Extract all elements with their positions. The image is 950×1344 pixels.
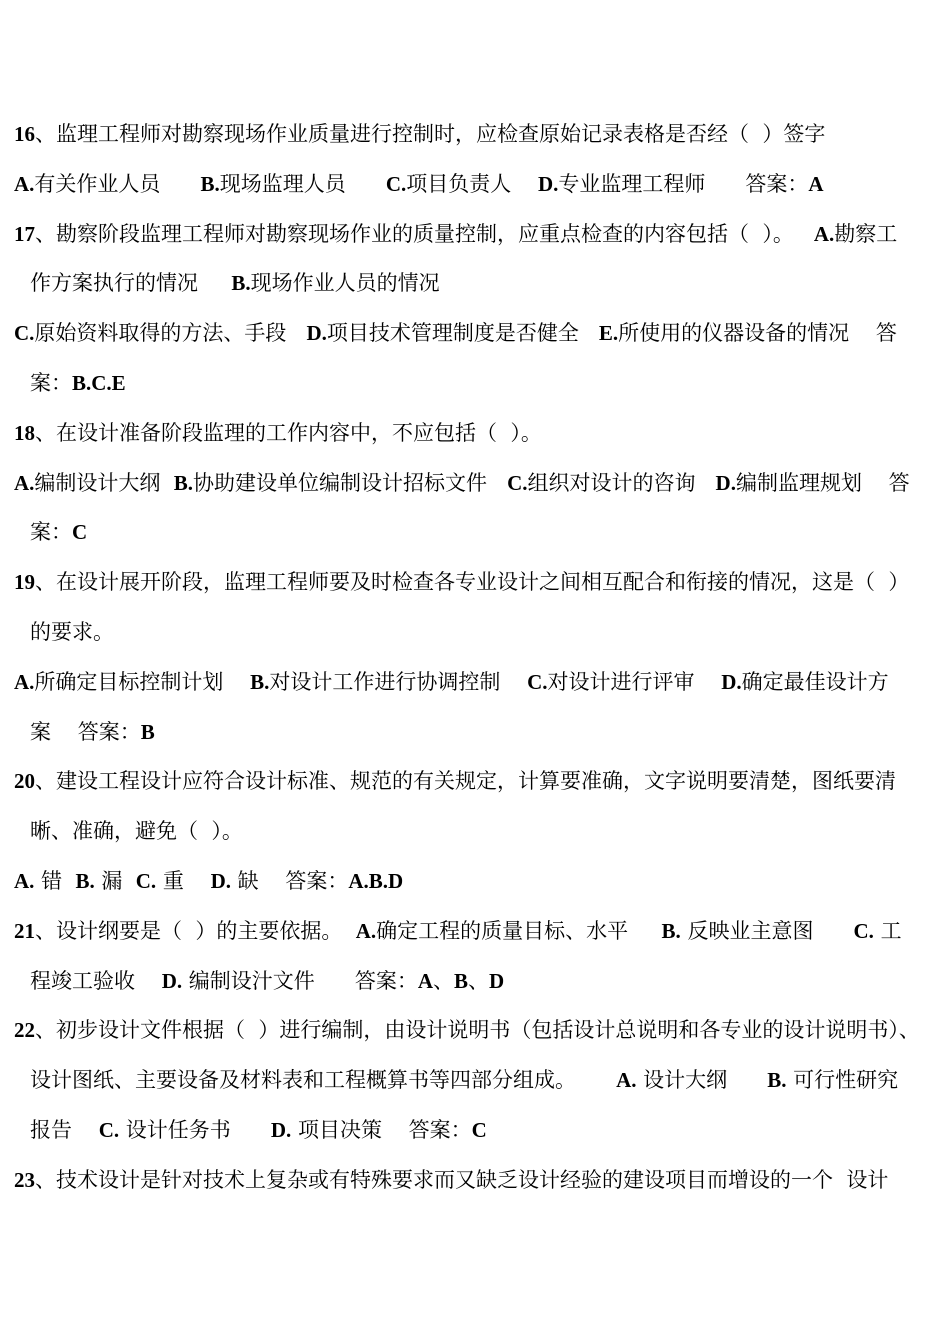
bold-label: B. [250,669,270,694]
bold-label: 20 [14,769,35,794]
bold-label: C. [507,470,528,495]
bold-label: E. [598,321,619,346]
bold-label: A. [14,171,35,196]
bold-label: C [471,1117,487,1142]
text-segment: 、 [468,968,490,993]
text-segment: 的要求。 [30,619,114,644]
bold-label: C. [98,1117,120,1142]
text-line [0,210,950,260]
text-segment: 对设计进行评审 [547,669,722,694]
bold-label: A. [14,669,35,694]
text-segment: 程竣工验收 [30,968,162,993]
text-segment: 案： [30,520,72,545]
text-line [0,907,950,957]
text-segment: 、初步设计文件根据（ ）进行编制，由设计说明书（包括设计总说明和各专业的设计说明书）、 [35,1018,920,1043]
bold-label: C. [135,868,157,893]
text-line [0,309,950,359]
text-line [0,1156,950,1206]
text-segment: 、监理工程师对勘察现场作业质量进行控制时，应检查原始记录表格是否经（ ）签字 [35,122,826,146]
text-segment: 编制设汁文件 答案： [182,968,418,993]
text-segment: 、在设计准备阶段监理的工作内容中，不应包括（ ）。 [35,420,542,445]
text-segment: 对设计工作进行协调控制 [269,669,528,694]
bold-label: B. [767,1068,787,1093]
text-segment: 作方案执行的情况 [30,271,232,296]
text-line [0,957,950,1007]
text-segment: 设计任务书 [119,1117,271,1142]
text-segment: 可行性研究 [786,1068,899,1093]
bold-label: A [808,171,824,196]
bold-label: B [140,719,155,744]
bold-label: A. [813,221,835,246]
text-segment: 确定最佳设计方 [741,669,889,694]
text-line [0,757,950,807]
text-segment: 案 答案： [30,719,141,744]
document-page [0,110,950,1206]
bold-label: C [72,520,88,545]
text-segment: 、技术设计是针对技术上复杂或有特殊要求而又缺乏设计经验的建设项目而增设的一个 设计 [35,1167,889,1192]
bold-label: 23 [14,1167,35,1192]
text-line [0,409,950,459]
bold-label: A.B.D [348,868,404,893]
text-segment: 反映业主意图 [680,918,854,943]
bold-label: 18 [14,420,35,445]
bold-label: 21 [14,918,35,943]
text-segment: 原始资料取得的方法、手段 [34,321,307,346]
bold-label: D. [715,470,736,495]
text-segment: 协助建设单位编制设计招标文件 [193,470,508,495]
text-line [0,1106,950,1156]
text-line [0,558,950,608]
text-segment: 所确定目标控制计划 [34,669,251,694]
text-segment: 项目决策 答案： [291,1117,472,1142]
bold-label: C. [853,918,874,943]
bold-label: 19 [14,570,35,595]
bold-label: B [454,968,469,993]
text-segment: 案： [30,370,72,395]
text-line [0,608,950,658]
bold-label: A. [14,868,35,893]
text-segment: 确定工程的质量目标、水平 [376,918,662,943]
bold-label: D [489,968,505,993]
text-segment: 编制监理规划 答 [735,470,910,495]
bold-label: C. [14,321,35,346]
bold-label: D. [306,321,327,346]
text-segment: 专业监理工程师 答案： [558,171,809,196]
bold-label: 22 [14,1018,35,1043]
text-segment: 、设计纲要是（ ）的主要依据。 [35,918,356,943]
text-line [0,1006,950,1056]
text-segment: 工 [873,918,902,943]
bold-label: 16 [14,122,35,146]
bold-label: D. [537,171,559,196]
text-segment: 、 [433,968,455,993]
bold-label: C. [385,171,407,196]
text-segment: 所使用的仪器设备的情况 答 [618,321,897,346]
text-segment: 报告 [30,1117,99,1142]
text-segment: 漏 [94,868,136,893]
text-segment: 组织对设计的咨询 [527,470,716,495]
text-line [0,807,950,857]
bold-label: D. [270,1117,292,1142]
text-line [0,508,950,558]
text-segment: 错 [34,868,76,893]
text-line [0,1056,950,1106]
bold-label: B. [173,470,194,495]
text-segment: 设计图纸、主要设备及材料表和工程概算书等四部分组成。 [30,1068,617,1093]
text-line [0,110,950,160]
bold-label: B. [661,918,681,943]
text-segment: 项目负责人 [406,171,538,196]
bold-label: 17 [14,221,35,246]
bold-label: C. [527,669,548,694]
text-segment: 设计大纲 [636,1068,768,1093]
bold-label: D. [210,868,231,893]
bold-label: A. [14,470,35,495]
text-segment: 有关作业人员 [34,171,201,196]
text-line [0,459,950,509]
text-line [0,259,950,309]
text-segment: 现场作业人员的情况 [250,271,440,296]
bold-label: D. [161,968,183,993]
bold-label: A. [355,918,377,943]
text-segment: 重 [156,868,211,893]
bold-label: A [417,968,434,993]
text-line [0,708,950,758]
bold-label: D. [721,669,742,694]
bold-label: B. [75,868,95,893]
text-segment: 晰、准确，避免（ ）。 [30,819,243,844]
text-segment: 、建设工程设计应符合设计标准、规范的有关规定，计算要准确，文字说明要清楚，图纸要清 [35,769,896,794]
text-segment: 、勘察阶段监理工程师对勘察现场作业的质量控制，应重点检查的内容包括（ ）。 [35,221,814,246]
text-line [0,658,950,708]
text-segment: 缺 答案： [230,868,349,893]
bold-label: B. [231,271,251,296]
bold-label: B.C.E [72,370,126,395]
text-segment: 项目技术管理制度是否健全 [326,321,599,346]
text-segment: 现场监理人员 [219,171,386,196]
text-segment: 编制设计大纲 [34,470,174,495]
text-line [0,160,950,210]
text-segment: 、在设计展开阶段，监理工程师要及时检查各专业设计之间相互配合和衔接的情况，这是（ ） [35,570,910,595]
bold-label: A. [616,1068,637,1093]
bold-label: B. [200,171,220,196]
text-line [0,857,950,907]
text-segment: 勘察工 [834,221,898,246]
text-line [0,359,950,409]
